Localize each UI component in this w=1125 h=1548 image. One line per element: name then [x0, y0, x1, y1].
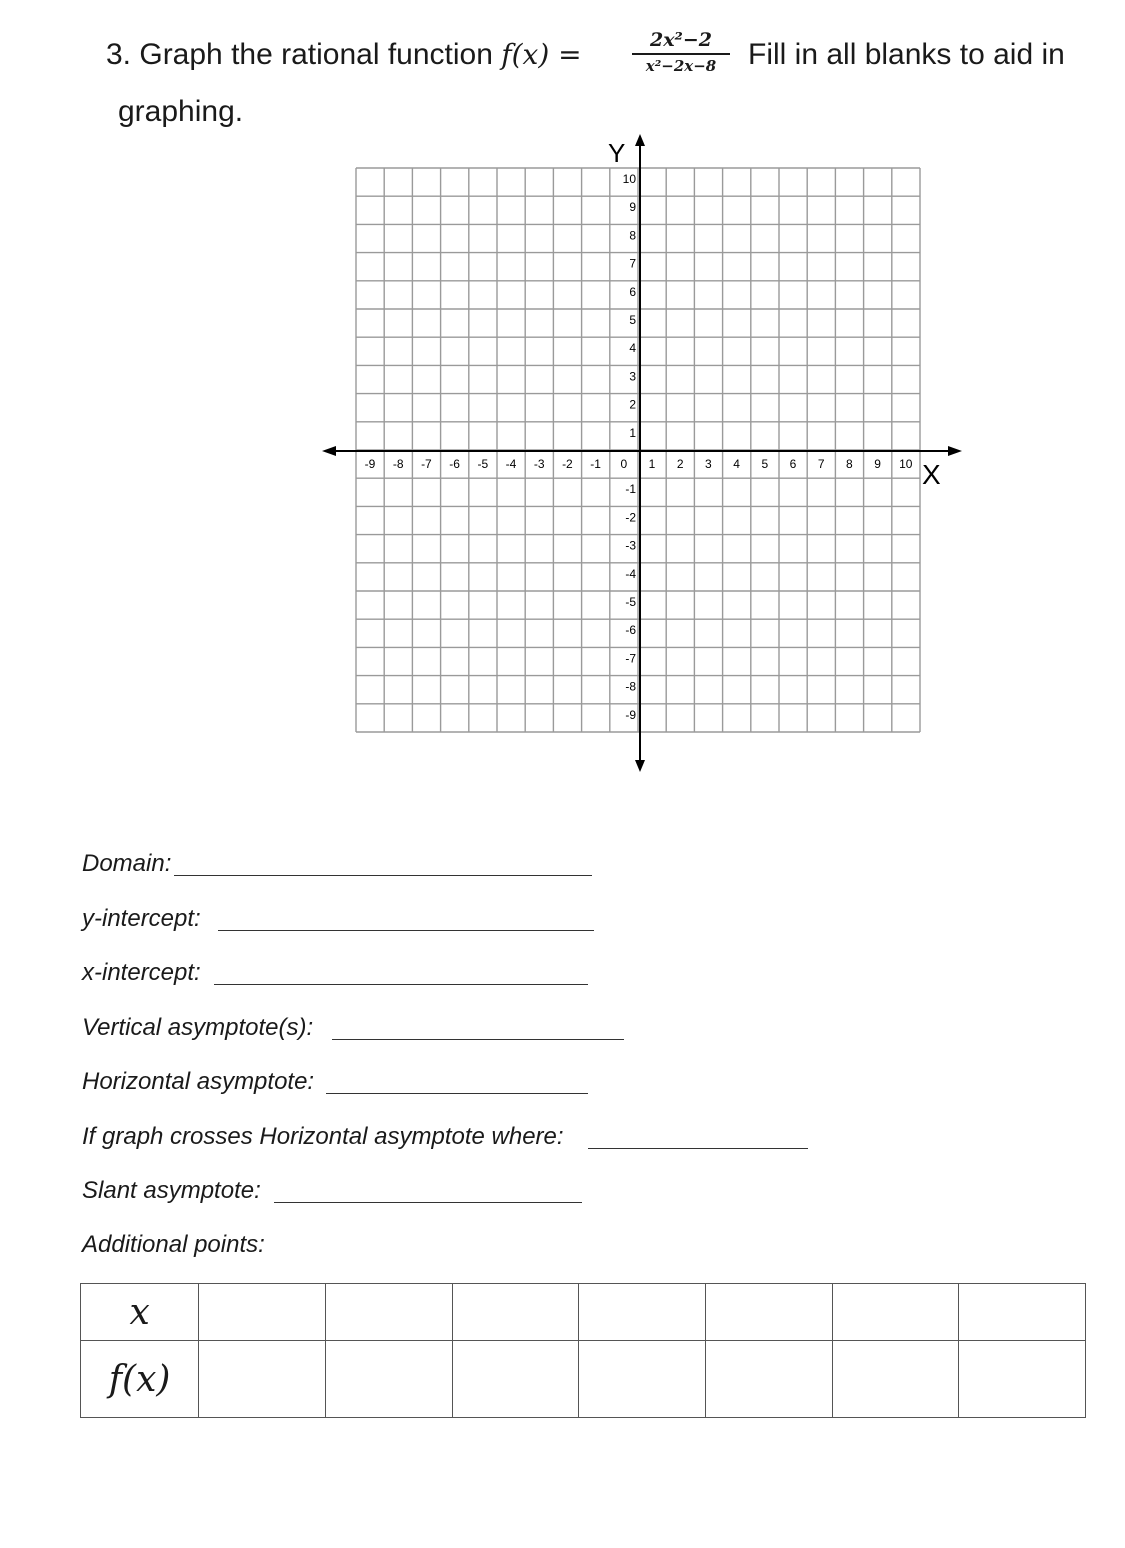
x-cell[interactable]: [579, 1284, 706, 1341]
x-tick-labels: [365, 457, 913, 471]
y-tick-label: -2: [625, 510, 636, 525]
crosses-ha-label: If graph crosses Horizontal asymptote where:: [82, 1123, 564, 1150]
x-tick-label: 10: [899, 457, 913, 471]
x-axis-right-arrow-icon: [948, 446, 962, 456]
additional-points-label: Additional points:: [82, 1231, 265, 1258]
question-line: [106, 38, 582, 72]
y-axis-down-arrow-icon: [635, 760, 645, 772]
y-tick-label: 9: [629, 200, 636, 215]
y-tick-label: 6: [629, 284, 636, 299]
x-tick-label: 4: [733, 457, 740, 471]
horizontal-asymptote-blank[interactable]: [326, 1093, 588, 1094]
x-intercept-blank[interactable]: [214, 984, 588, 985]
additional-points-table-wrapper: [0, 1270, 1086, 1440]
x-axis-left-arrow-icon: [322, 446, 336, 456]
fx-cell[interactable]: [452, 1341, 579, 1418]
additional-points-table: [80, 1283, 1086, 1418]
question-continuation: graphing.: [118, 95, 244, 128]
x-tick-label: 3: [705, 457, 712, 471]
x-tick-label: 6: [789, 457, 797, 471]
y-axis-label: Y: [608, 138, 626, 168]
x-tick-label: 8: [846, 457, 853, 471]
slant-asymptote-blank[interactable]: [274, 1202, 582, 1203]
y-tick-label: -3: [625, 538, 636, 553]
vertical-asymptote-label: Vertical asymptote(s):: [82, 1014, 314, 1041]
x-tick-label: -2: [562, 457, 573, 471]
x-tick-label: 7: [817, 457, 825, 471]
x-tick-label: 0: [620, 457, 628, 471]
y-tick-label: -9: [625, 707, 636, 722]
y-intercept-label: y-intercept:: [82, 905, 201, 932]
x-cell[interactable]: [199, 1284, 326, 1341]
x-intercept-label: x-intercept:: [82, 959, 201, 986]
x-tick-label: -5: [477, 457, 489, 471]
x-cell[interactable]: [959, 1284, 1086, 1341]
question-suffix: Fill in all blanks to aid in: [748, 38, 1065, 71]
y-tick-label: 3: [629, 369, 636, 384]
table-row-x: [81, 1284, 1086, 1341]
coordinate-grid[interactable]: [318, 132, 978, 782]
fx-cell[interactable]: [705, 1341, 832, 1418]
crosses-ha-blank[interactable]: [588, 1148, 808, 1149]
y-tick-label: 1: [629, 425, 636, 440]
x-tick-label: 5: [761, 457, 769, 471]
x-tick-label: -8: [392, 457, 404, 471]
x-tick-label: -7: [421, 457, 432, 471]
y-tick-label: 5: [629, 313, 636, 327]
x-tick-label: 1: [648, 457, 656, 471]
x-cell[interactable]: [452, 1284, 579, 1341]
x-tick-label: -6: [449, 457, 460, 471]
x-row-header: x: [81, 1284, 199, 1341]
slant-asymptote-label: Slant asymptote:: [82, 1177, 261, 1204]
y-axis-up-arrow-icon: [635, 134, 645, 146]
y-tick-labels: [623, 172, 637, 722]
function-fraction: [632, 28, 730, 76]
x-tick-label: 9: [874, 457, 881, 471]
y-tick-label: -5: [625, 595, 636, 609]
fx-row-header: f(x): [81, 1341, 199, 1418]
domain-label: Domain:: [82, 850, 172, 877]
fx-cell[interactable]: [325, 1341, 452, 1418]
x-tick-label: -1: [590, 457, 601, 471]
x-cell[interactable]: [705, 1284, 832, 1341]
y-tick-label: 2: [629, 397, 636, 412]
y-tick-label: 10: [622, 172, 636, 186]
fx-cell[interactable]: [199, 1341, 326, 1418]
question-prefix: 3. Graph the rational function: [106, 38, 502, 71]
y-tick-label: 8: [629, 228, 636, 243]
y-tick-label: -4: [625, 566, 636, 581]
x-cell[interactable]: [325, 1284, 452, 1341]
fx-cell[interactable]: [959, 1341, 1086, 1418]
x-axis-label: X: [922, 459, 941, 490]
function-name: f(x) =: [501, 38, 582, 71]
y-tick-label: 4: [629, 341, 636, 356]
y-intercept-blank[interactable]: [218, 930, 594, 931]
x-tick-label: -4: [505, 457, 517, 471]
fx-cell[interactable]: [832, 1341, 959, 1418]
fraction-denominator: x²−2x−8: [645, 57, 717, 75]
y-tick-label: -8: [625, 679, 636, 694]
x-cell[interactable]: [832, 1284, 959, 1341]
y-tick-label: -7: [625, 651, 636, 666]
fraction-numerator: 2x²−2: [649, 29, 712, 51]
y-tick-label: 7: [629, 256, 636, 271]
y-tick-label: -6: [625, 623, 636, 638]
fx-cell[interactable]: [579, 1341, 706, 1418]
y-tick-label: -1: [625, 482, 636, 497]
x-tick-label: -3: [533, 457, 545, 471]
vertical-asymptote-blank[interactable]: [332, 1039, 624, 1040]
horizontal-asymptote-label: Horizontal asymptote:: [82, 1068, 315, 1095]
table-row-fx: [81, 1341, 1086, 1418]
domain-blank[interactable]: [174, 875, 592, 876]
fraction-bar: [632, 53, 730, 55]
x-tick-label: -9: [364, 457, 376, 471]
x-tick-label: 2: [676, 457, 684, 471]
